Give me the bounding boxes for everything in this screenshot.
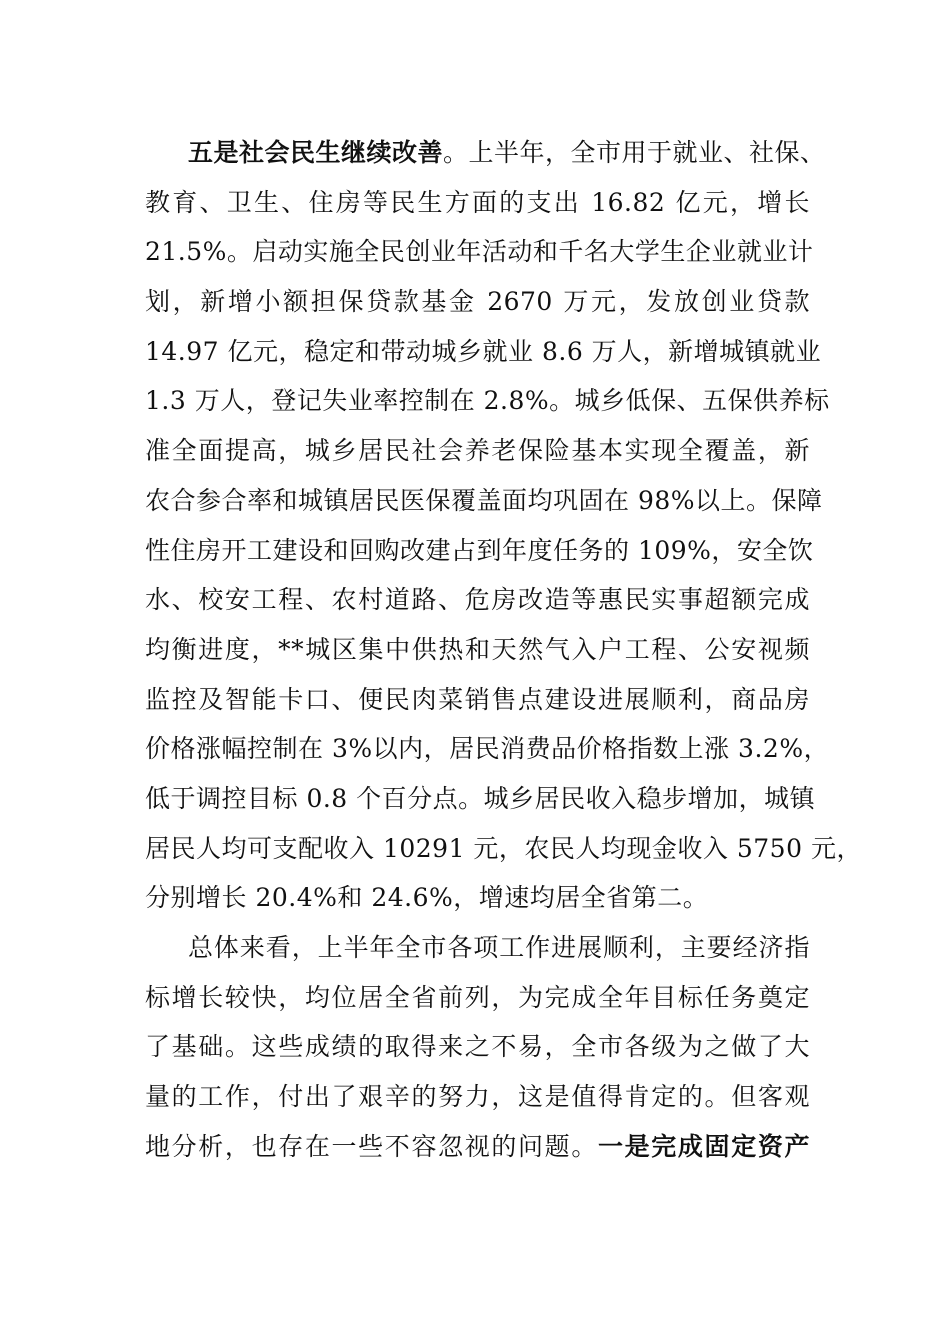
paragraph1-line-4: 划，新增小额担保贷款基金 2670 万元，发放创业贷款	[145, 287, 810, 317]
paragraph2-line-1: 总体来看，上半年全市各项工作进展顺利，主要经济指	[188, 933, 810, 962]
paragraph1-line-5: 14.97 亿元，稳定和带动城乡就业 8.6 万人，新增城镇就业	[145, 336, 822, 366]
paragraph1-line-15: 居民人均可支配收入 10291 元，农民人均现金收入 5750 元，	[145, 833, 862, 863]
paragraph1-line-7: 准全面提高，城乡居民社会养老保险基本实现全覆盖，新	[145, 436, 810, 466]
paragraph2-line-2: 标增长较快，均位居全省前列，为完成全年目标任务奠定	[145, 982, 810, 1012]
paragraph1-line-16: 分别增长 20.4%和 24.6%，增速均居全省第二。	[145, 883, 709, 913]
paragraph1-line-2: 教育、卫生、住房等民生方面的支出 16.82 亿元，增长	[145, 187, 810, 217]
paragraph1-line-12: 监控及智能卡口、便民肉菜销售点建设进展顺利，商品房	[145, 684, 810, 714]
paragraph1-line-11: 均衡进度，**城区集中供热和天然气入户工程、公安视频	[145, 634, 810, 664]
paragraph2-trailing-bold: 一是完成固定资产	[597, 1131, 810, 1161]
paragraph2-line-5	[145, 1122, 810, 1172]
paragraph1-line-10: 水、校安工程、农村道路、危房改造等惠民实事超额完成	[145, 585, 810, 615]
paragraph1-line-1	[145, 128, 826, 178]
paragraph2-line-3: 了基础。这些成绩的取得来之不易，全市各级为之做了大	[145, 1032, 810, 1062]
paragraph2-line-5-text: 地分析，也存在一些不容忽视的问题。	[145, 1131, 598, 1161]
paragraph2-line-4: 量的工作，付出了艰辛的努力，这是值得肯定的。但客观	[145, 1082, 810, 1112]
paragraph1-line-3: 21.5%。启动实施全民创业年活动和千名大学生企业就业计	[145, 237, 814, 267]
paragraph1-lead: 五是社会民生继续改善	[188, 138, 444, 167]
paragraph1-line-8: 农合参合率和城镇居民医保覆盖面均巩固在 98%以上。保障	[145, 485, 823, 515]
paragraph1-line-6: 1.3 万人，登记失业率控制在 2.8%。城乡低保、五保供养标	[145, 386, 830, 416]
paragraph1-line-13: 价格涨幅控制在 3%以内，居民消费品价格指数上涨 3.2%，	[145, 734, 830, 764]
paragraph1-line-1-text: 。上半年，全市用于就业、社保、	[443, 138, 826, 167]
paragraph1-line-9: 性住房开工建设和回购改建占到年度任务的 109%，安全饮	[145, 535, 814, 565]
paragraph1-line-14: 低于调控目标 0.8 个百分点。城乡居民收入稳步增加，城镇	[145, 783, 816, 813]
document-page	[145, 128, 862, 1171]
